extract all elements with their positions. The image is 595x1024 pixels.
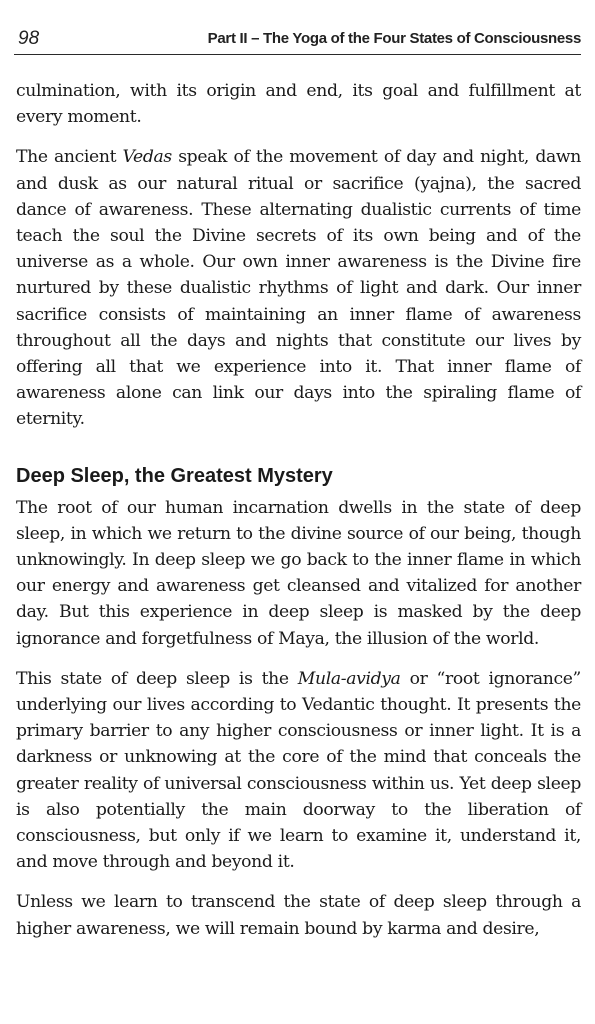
paragraph-text: The root of our human incarnation dwells in the state of deep sleep, in which we return to the divine source of our being, though unknowingly. In deep sleep we go back to the inner flame in which our energy and awareness get cleansed and vitalized for another day. But this experience in deep sleep is masked by the deep ignorance and forgetfulness of Maya, the illusion of the world. [16, 497, 581, 649]
italic-term: Mula-avidya [297, 668, 401, 689]
paragraph-text: The ancient [16, 147, 123, 168]
paragraph-text: culmination, with its origin and end, its goal and fulfillment at every moment. [16, 81, 581, 128]
italic-term: Vedas [122, 147, 172, 168]
paragraph-text: This state of deep sleep is the [16, 668, 298, 689]
paragraph [16, 495, 581, 652]
paragraph-text: or “root ignorance” underlying our lives according to Vedantic thought. It presents the primary barrier to any higher consciousness or inner light. It is a darkness or unknowing at the core of the mind that conceals the greater reality of universal consciousness within us. Yet deep sleep is also potentially the main doorway to the liberation of consciousness, but only if we learn to examine it, understand it, and move through and beyond it. [16, 668, 581, 873]
paragraph-text: speak of the movement of day and night, dawn and dusk as our natural ritual or sacrifice (yajna), the sacred dance of awareness. These alternating dualistic currents of time teach the soul the Divine secrets of its own being and of the universe as a whole. Our own inner awareness is the Divine fire nurtured by these dualistic rhythms of light and dark. Our inner sacrifice consists of maintaining an inner flame of awareness throughout all the days and nights that constitute our lives by offering all that we experience into it. That inner flame of awareness alone can link our days into the spiraling flame of eternity. [16, 147, 581, 430]
running-head: Part II – The Yoga of the Four States of Consciousness [207, 30, 581, 47]
page-body [16, 78, 581, 956]
paragraph [16, 144, 581, 432]
paragraph [16, 889, 581, 941]
section-heading: Deep Sleep, the Greatest Mystery [16, 464, 333, 487]
paragraph [16, 78, 581, 130]
paragraph-text: Unless we learn to transcend the state of deep sleep through a higher awareness, we will remain bound by karma and desire, [16, 892, 581, 939]
paragraph [16, 666, 581, 876]
page-number: 98 [18, 28, 40, 49]
page-header [14, 26, 581, 55]
